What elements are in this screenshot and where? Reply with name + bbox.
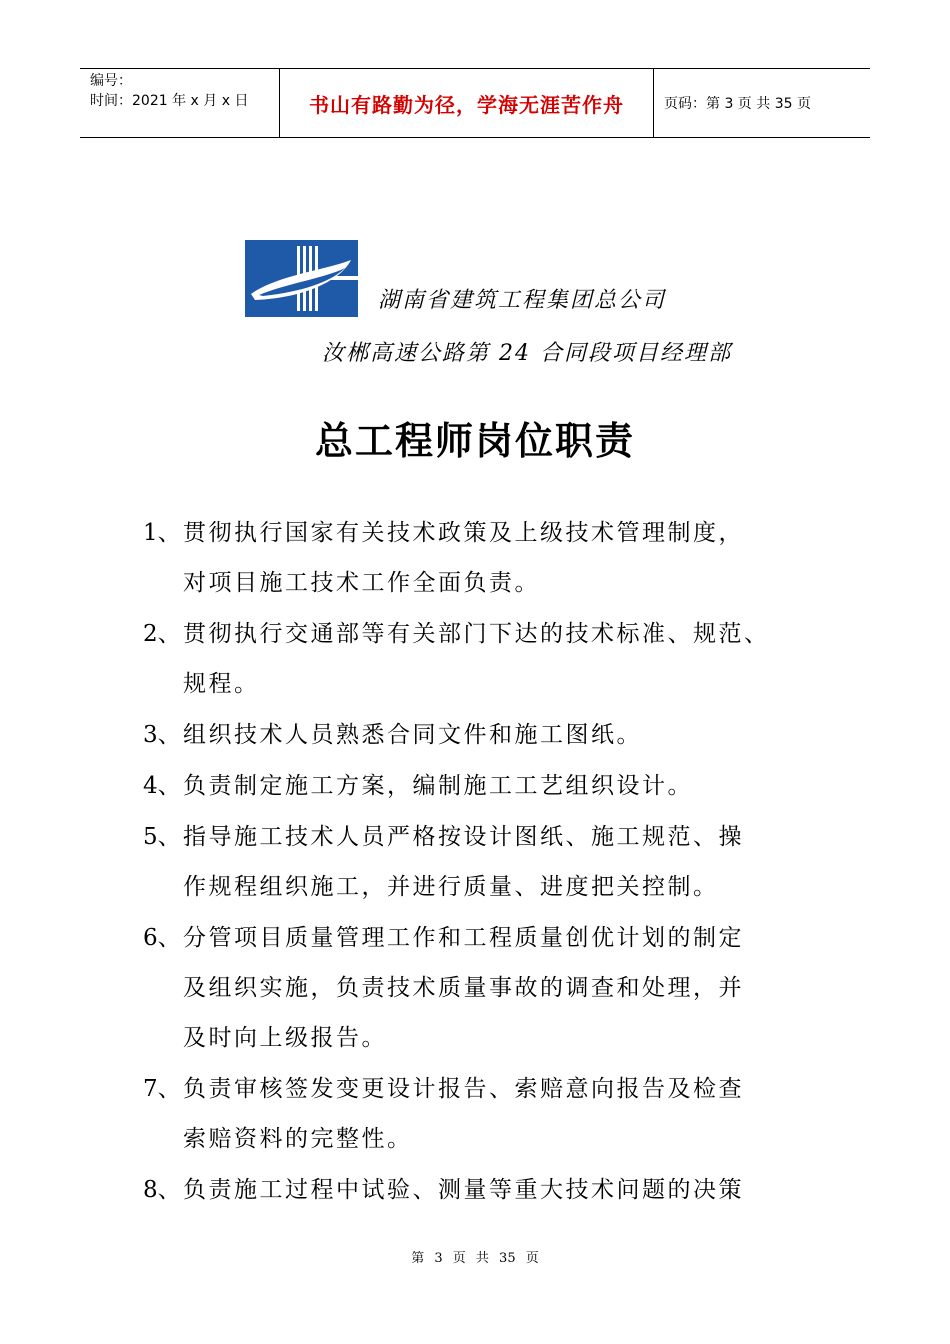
item-text [183, 609, 793, 709]
item-text [183, 1165, 793, 1215]
item-line: 及时向上级报告。 [183, 1025, 387, 1051]
item-line: 分管项目质量管理工作和工程质量创优计划的制定 [183, 925, 744, 951]
item-line: 组织技术人员熟悉合同文件和施工图纸。 [183, 722, 642, 748]
page-label: 页码：第 3 页 共 35 页 [664, 96, 811, 112]
item-text [183, 761, 793, 811]
item-line: 负责制定施工方案，编制施工工艺组织设计。 [183, 773, 693, 799]
item-text [183, 913, 793, 1063]
item-line: 对项目施工技术工作全面负责。 [183, 570, 540, 596]
list-item [143, 710, 793, 760]
company-name: 湖南省建筑工程集团总公司 [378, 288, 667, 313]
header-left-cell [80, 69, 280, 137]
item-text [183, 1064, 793, 1164]
item-line: 贯彻执行国家有关技术政策及上级技术管理制度， [183, 520, 744, 546]
list-item [143, 812, 793, 912]
page-title: 总工程师岗位职责 [314, 419, 635, 463]
project-name: 汝郴高速公路第 24 合同段项目经理部 [322, 341, 732, 366]
item-line: 作规程组织施工，并进行质量、进度把关控制。 [183, 874, 719, 900]
item-line: 贯彻执行交通部等有关部门下达的技术标准、规范、 [183, 621, 770, 647]
item-line: 指导施工技术人员严格按设计图纸、施工规范、操 [183, 824, 744, 850]
list-item [143, 913, 793, 1063]
list-item [143, 609, 793, 709]
date-label: 时间：2021 年 x 月 x 日 [90, 93, 249, 109]
header-mid-cell [280, 69, 654, 137]
item-text [183, 812, 793, 912]
list-item [143, 761, 793, 811]
header-table [80, 68, 870, 138]
item-line: 规程。 [183, 671, 260, 697]
page-footer: 第 3 页 共 35 页 [411, 1251, 539, 1266]
item-text [183, 508, 793, 608]
motto-text: 书山有路勤为径，学海无涯苦作舟 [309, 92, 624, 117]
number-label: 编号： [90, 73, 132, 89]
item-number: 2、 [143, 621, 181, 647]
list-item [143, 1165, 793, 1215]
item-number: 8、 [143, 1177, 181, 1203]
item-line: 负责审核签发变更设计报告、索赔意向报告及检查 [183, 1076, 744, 1102]
item-text [183, 710, 793, 760]
item-line: 及组织实施，负责技术质量事故的调查和处理，并 [183, 975, 744, 1001]
list-item [143, 1064, 793, 1164]
item-number: 7、 [143, 1076, 181, 1102]
item-line: 负责施工过程中试验、测量等重大技术问题的决策 [183, 1177, 744, 1203]
item-line: 索赔资料的完整性。 [183, 1126, 413, 1152]
company-logo-icon [245, 240, 358, 317]
item-number: 5、 [143, 824, 181, 850]
item-number: 6、 [143, 925, 181, 951]
duty-list [143, 508, 793, 1216]
header-right-cell [654, 69, 870, 137]
item-number: 4、 [143, 773, 181, 799]
item-number: 3、 [143, 722, 181, 748]
item-number: 1、 [143, 520, 181, 546]
list-item [143, 508, 793, 608]
